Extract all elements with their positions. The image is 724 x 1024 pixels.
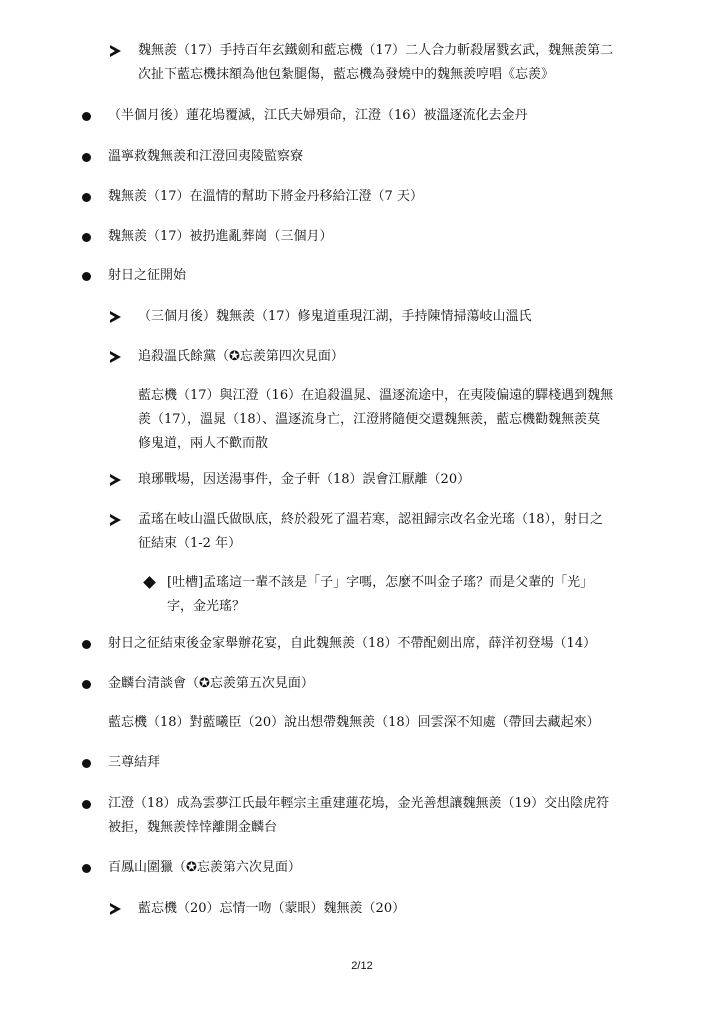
list-item [138,39,678,87]
list-item: 溫寧救魏無羨和江澄回夷陵監察寮 [108,149,304,164]
dot-bullet-icon [82,112,91,121]
paragraph-line: 羨（17），溫晁（18）、溫逐流身亡，江澄將隨便交還魏無羨，藍忘機勸魏無羨莫 [138,412,601,427]
dot-bullet-icon [82,193,91,202]
list-item: 追殺溫氏餘黨（✪忘羨第四次見面） [138,349,344,364]
list-item [108,792,688,840]
list-item-line: 征結束（1-2 年） [138,536,242,551]
list-item-line: 字，金光瑤？ [167,599,246,614]
list-item [138,508,678,556]
list-item: （半個月後）蓮花塢覆滅，江氏夫婦殞命，江澄（16）被溫逐流化去金丹 [108,108,528,123]
list-item-line: 被拒，魏無羨悻悻離開金麟台 [108,820,278,835]
list-item-line: [吐槽]孟瑤這一輩不該是「子」字嗎，怎麼不叫金子瑤？而是父輩的「光」 [167,575,594,590]
list-item: 魏無羨（17）在溫情的幫助下將金丹移給江澄（7 天） [108,189,423,204]
list-item-line: 魏無羨（17）手持百年玄鐵劍和藍忘機（17）二人合力斬殺屠戮玄武，魏無羨第二 [138,43,614,58]
arrow-bullet-icon [110,351,121,363]
diamond-bullet-icon [143,576,156,589]
dot-bullet-icon [82,800,91,809]
page-number: 2/12 [351,960,373,972]
list-item: 琅琊戰場，因送湯事件，金子軒（18）誤會江厭離（20） [138,472,471,487]
list-item: （三個月後）魏無羨（17）修鬼道重現江湖，手持陳情掃蕩岐山溫氏 [138,309,532,324]
list-item: 射日之征結束後金家舉辦花宴，自此魏無羨（18）不帶配劍出席，薛洋初登場（14） [108,636,597,651]
list-item: 百鳳山圍獵（✪忘羨第六次見面） [108,860,301,875]
paragraph: 藍忘機（18）對藍曦臣（20）說出想帶魏無羨（18）回雲深不知處（帶回去藏起來） [108,715,600,730]
list-item-line: 次扯下藍忘機抹額為他包紮腿傷，藍忘機為發燒中的魏無羨哼唱《忘羨》 [138,67,555,82]
list-item: 三尊結拜 [108,755,161,770]
list-item: 藍忘機（20）忘情一吻（蒙眼）魏無羨（20） [138,901,406,916]
dot-bullet-icon [82,864,91,873]
paragraph-line: 修鬼道，兩人不歡而散 [138,436,269,451]
dot-bullet-icon [82,640,91,649]
dot-bullet-icon [82,272,91,281]
list-item [167,571,707,619]
dot-bullet-icon [82,759,91,768]
arrow-bullet-icon [110,45,121,57]
list-item: 魏無羨（17）被扔進亂葬崗（三個月） [108,229,333,244]
dot-bullet-icon [82,680,91,689]
paragraph-line: 藍忘機（17）與江澄（16）在追殺溫晁、溫逐流途中，在夷陵偏遠的驛棧遇到魏無 [138,388,614,403]
dot-bullet-icon [82,233,91,242]
list-item: 射日之征開始 [108,268,187,283]
arrow-bullet-icon [110,903,121,915]
list-item-line: 孟瑤在岐山溫氏做臥底，終於殺死了溫若寒，認祖歸宗改名金光瑤（18），射日之 [138,512,604,527]
paragraph [138,384,678,456]
arrow-bullet-icon [110,474,121,486]
list-item-line: 江澄（18）成為雲夢江氏最年輕宗主重建蓮花塢，金光善想讓魏無羨（19）交出陰虎符 [108,796,610,811]
arrow-bullet-icon [110,311,121,323]
list-item: 金麟台清談會（✪忘羨第五次見面） [108,676,314,691]
dot-bullet-icon [82,153,91,162]
arrow-bullet-icon [110,514,121,526]
